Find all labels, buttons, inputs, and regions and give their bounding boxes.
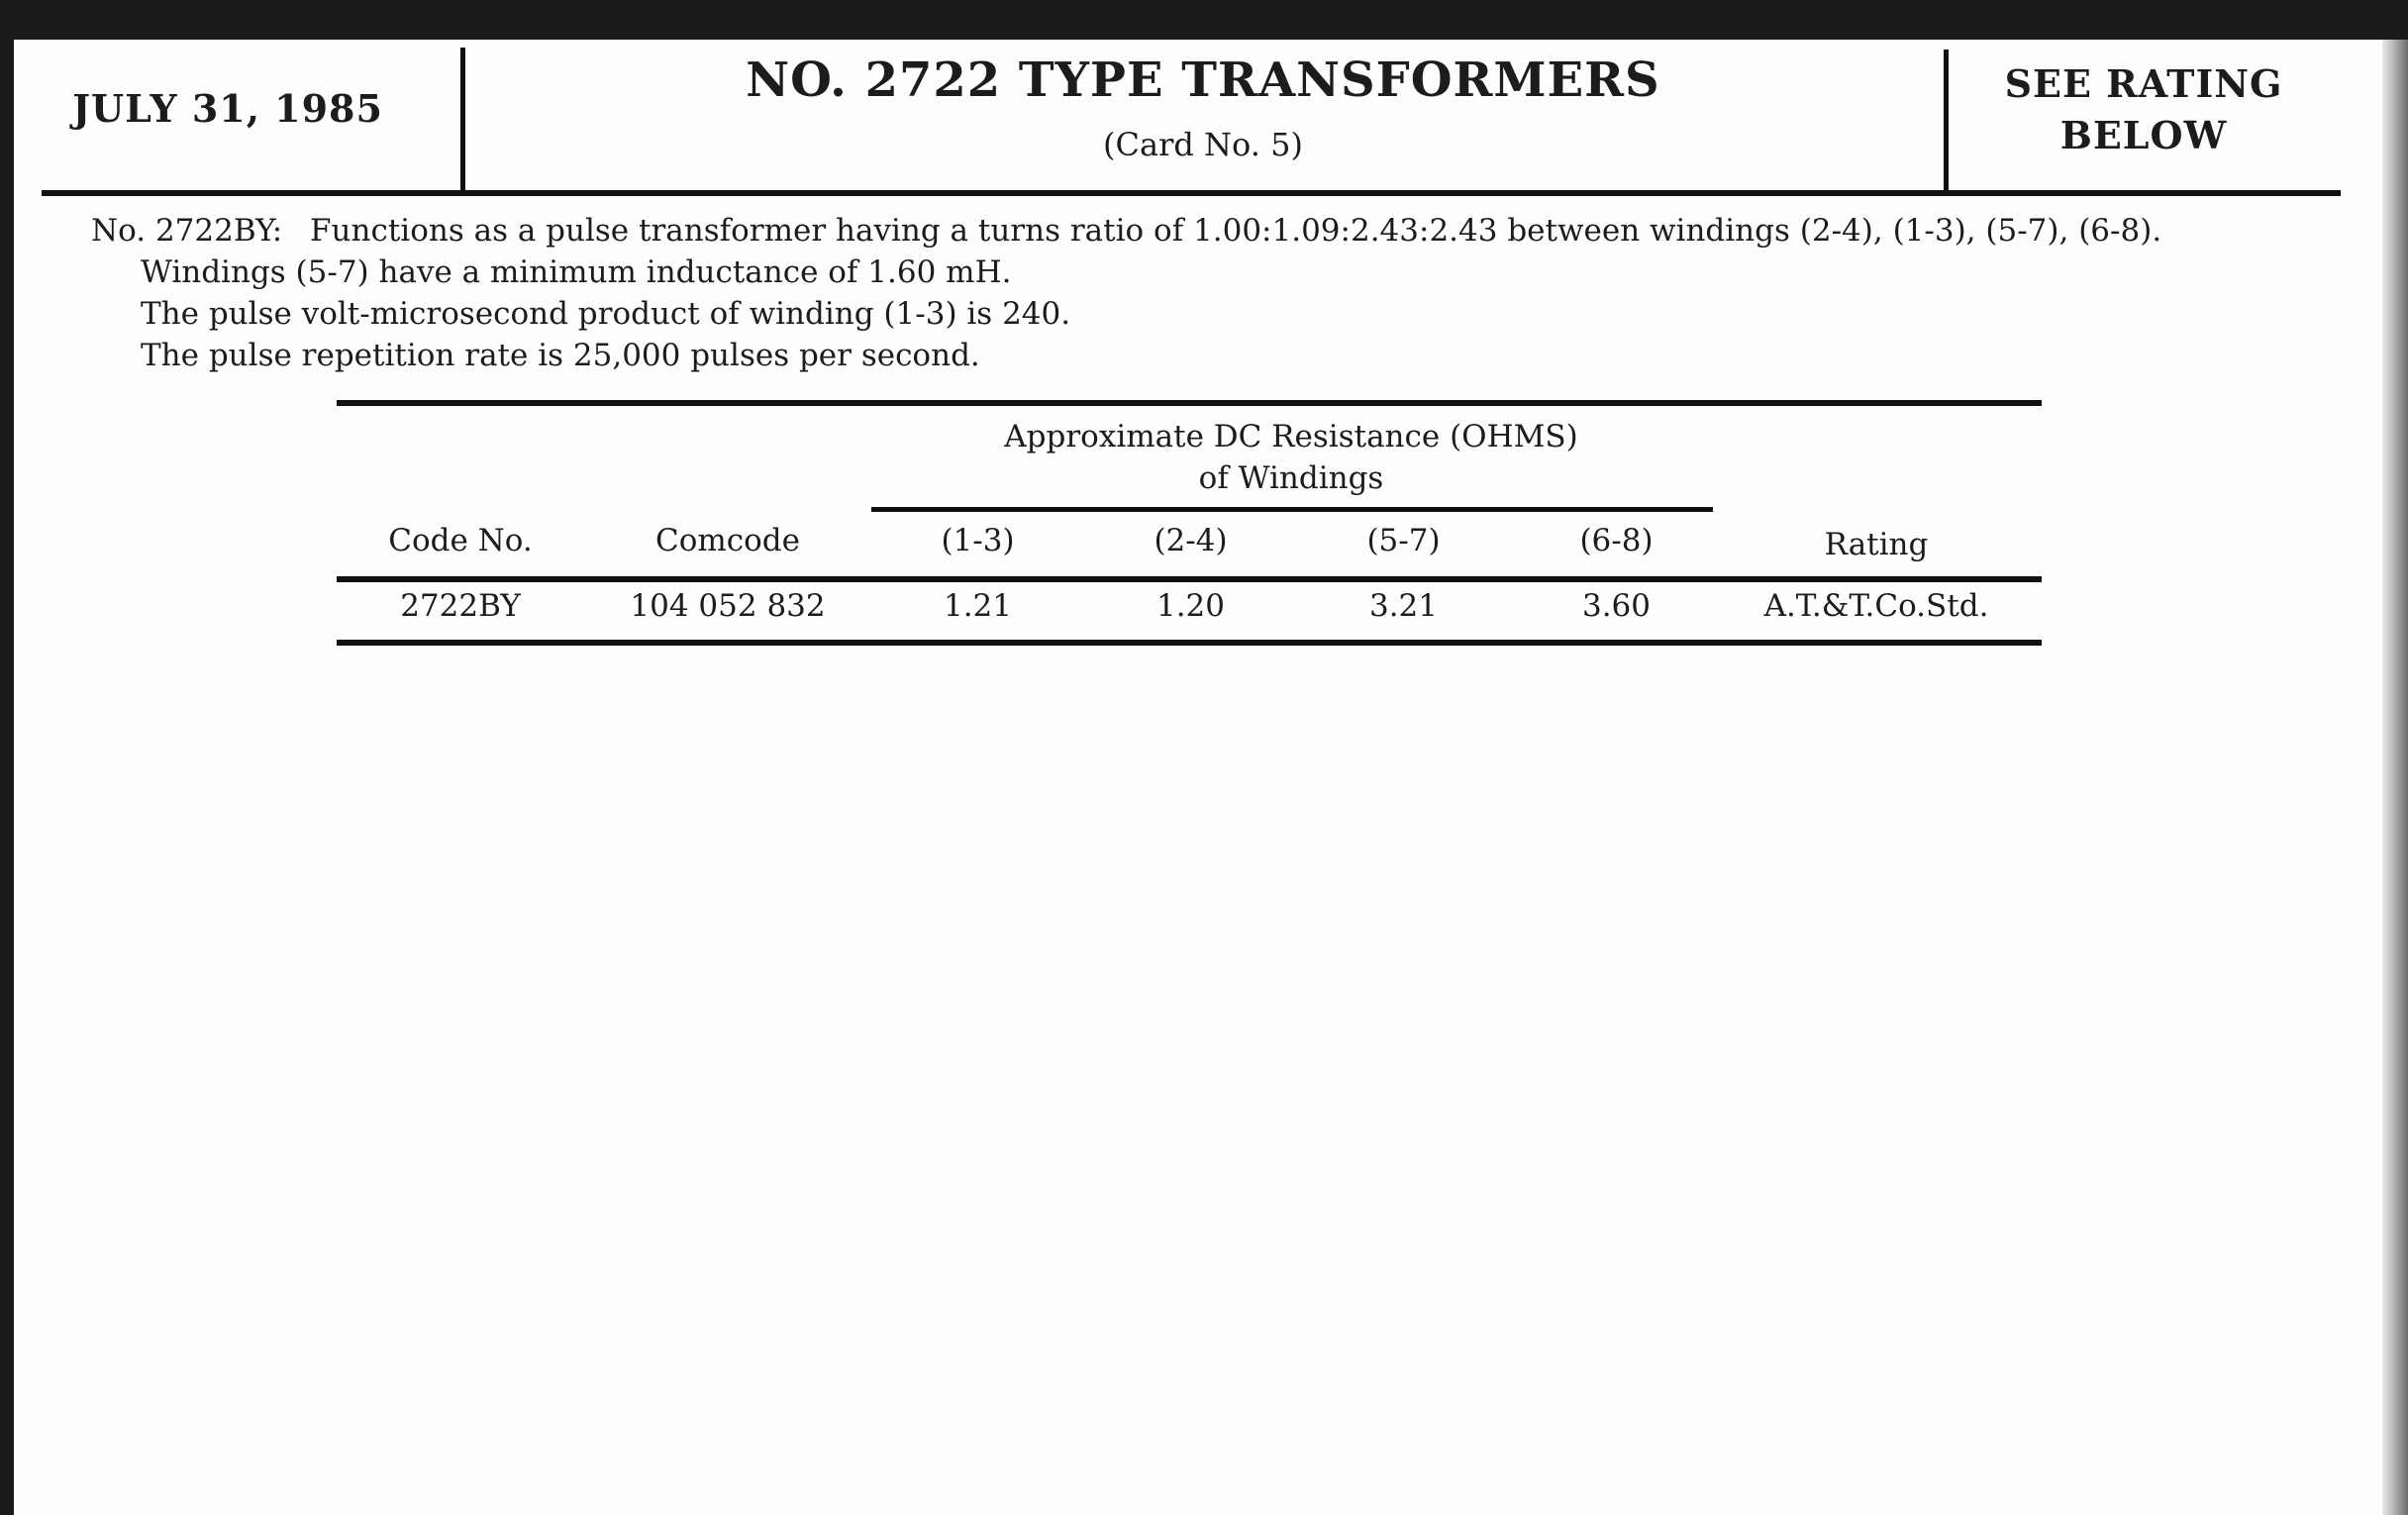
column-group-title-line2: of Windings [1198, 460, 1384, 496]
rating-notice-line2: BELOW [2059, 113, 2228, 157]
column-header-code: Code No. [388, 523, 533, 558]
column-header-rating: Rating [1824, 527, 1929, 562]
cell-w57: 3.21 [1368, 588, 1439, 624]
title-block [465, 50, 1941, 166]
description-line-4: The pulse repetition rate is 25,000 pulses per second. [141, 338, 980, 373]
page-subtitle: (Card No. 5) [1103, 126, 1303, 163]
column-header-w57: (5-7) [1366, 523, 1441, 558]
rating-notice-line1: SEE RATING [2004, 61, 2283, 106]
column-header-comcode: Comcode [655, 523, 800, 558]
column-group-title [683, 416, 1899, 499]
description-block [91, 210, 2161, 376]
description-line-1 [91, 210, 2161, 252]
column-group-title-line1: Approximate DC Resistance (OHMS) [1004, 419, 1578, 454]
date-text: JULY 31, 1985 [72, 85, 383, 131]
document-date [30, 50, 426, 166]
rating-notice [1956, 51, 2332, 168]
cell-comcode: 104 052 832 [630, 588, 826, 624]
description-label: No. 2722BY: [91, 213, 283, 249]
column-group-rule [871, 507, 1713, 512]
page-title: NO. 2722 TYPE TRANSFORMERS [746, 52, 1660, 108]
description-line-2: Windings (5-7) have a minimum inductance of 1.60 mH. [141, 254, 1012, 290]
cell-w24: 1.20 [1155, 588, 1226, 624]
cell-rating: A.T.&T.Co.Std. [1763, 588, 1989, 624]
cell-w68: 3.60 [1581, 588, 1652, 624]
table-top-rule [337, 400, 2042, 406]
column-header-w13: (1-3) [941, 523, 1015, 558]
column-header-w24: (2-4) [1154, 523, 1228, 558]
cell-w13: 1.21 [943, 588, 1013, 624]
description-text-1: Functions as a pulse transformer having a turns ratio of 1.00:1.09:2.43:2.43 between windings (2-4), (1-3), (5-7), (6-8). [310, 213, 2162, 249]
table-header-rule [337, 576, 2042, 582]
header-divider-right [1944, 50, 1949, 191]
card-edge [2382, 40, 2408, 1515]
header-rule [42, 190, 2341, 196]
description-line-3: The pulse volt-microsecond product of winding (1-3) is 240. [141, 296, 1071, 332]
table-bottom-rule [337, 640, 2042, 646]
cell-code: 2722BY [400, 588, 521, 624]
column-header-w68: (6-8) [1579, 523, 1654, 558]
